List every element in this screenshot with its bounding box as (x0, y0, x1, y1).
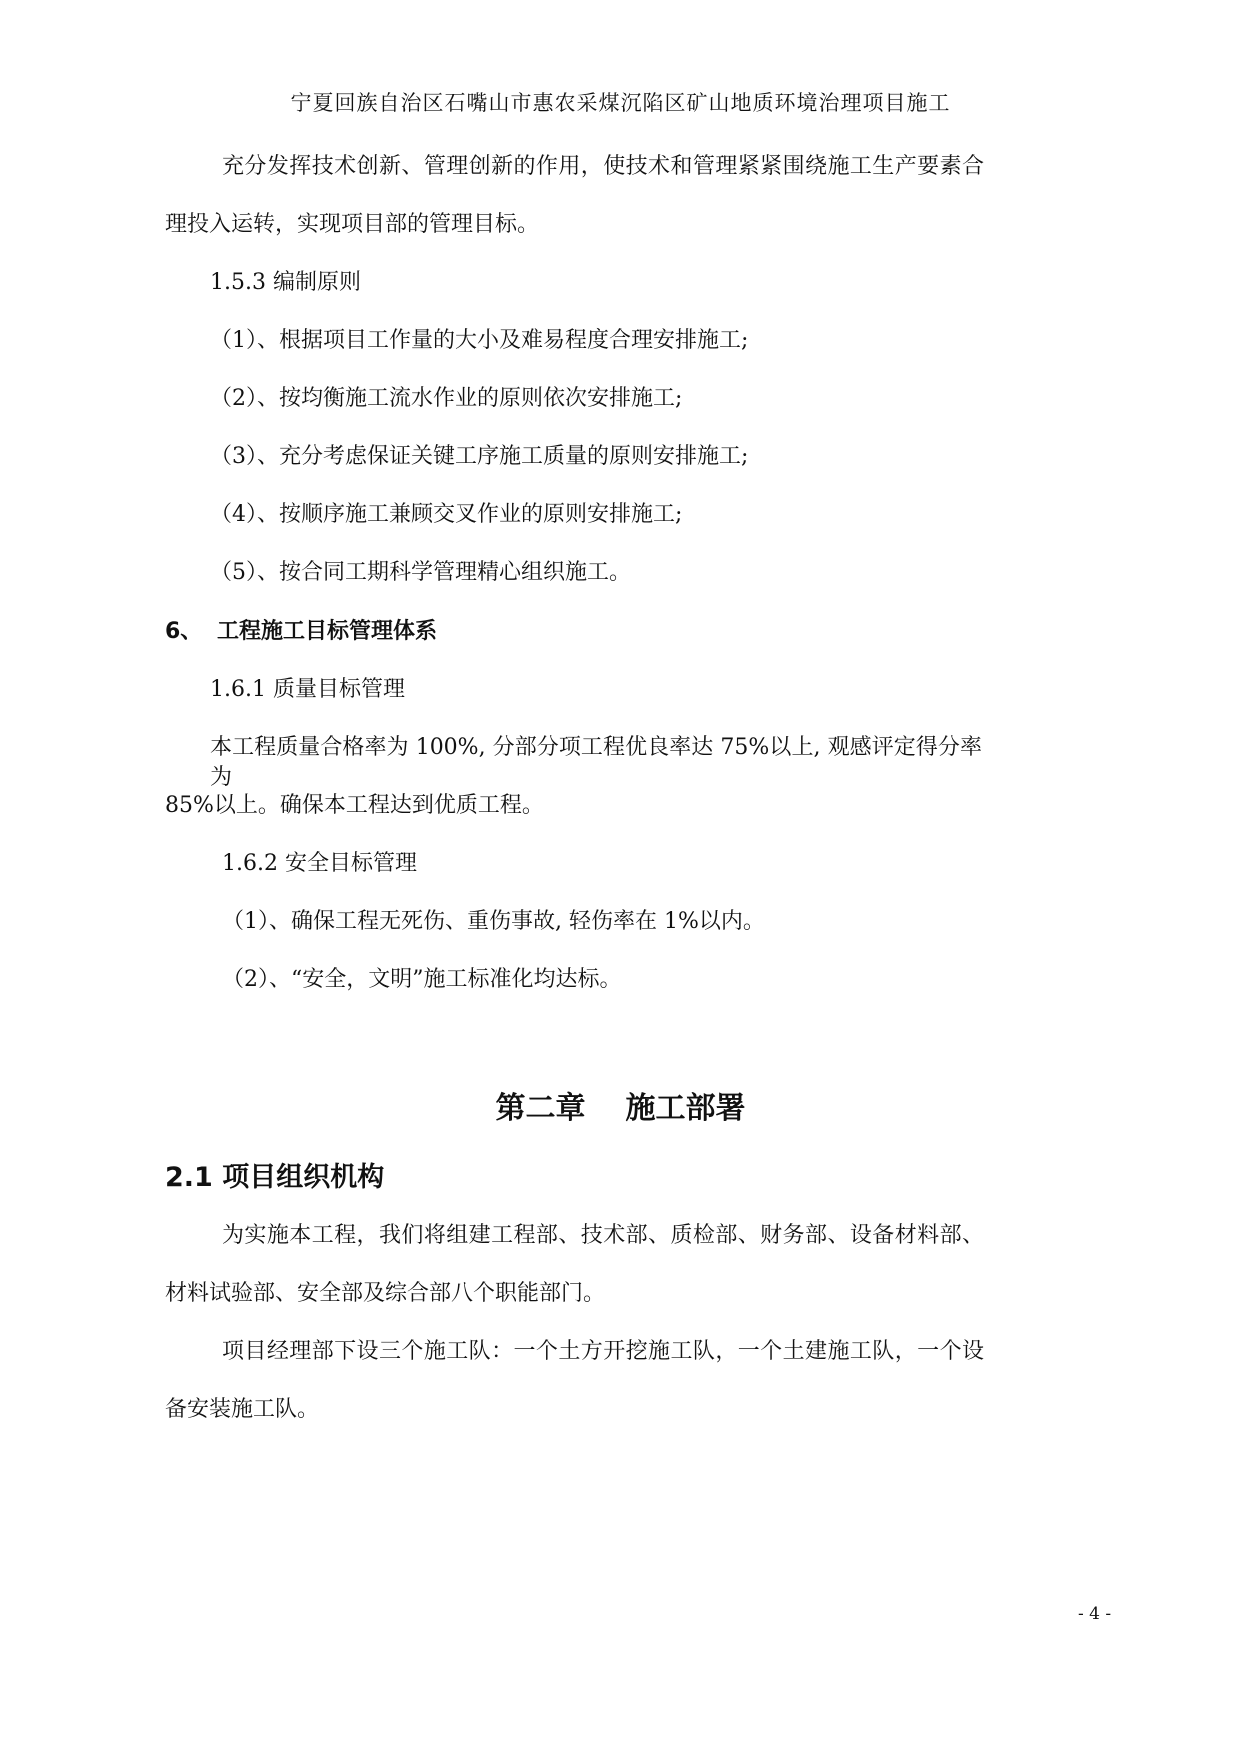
principle-item-3: （3）、充分考虑保证关键工序施工质量的原则安排施工; (210, 444, 749, 469)
intro-line-2: 理投入运转，实现项目部的管理目标。 (165, 212, 540, 237)
org-para1-line-1: 为实施本工程，我们将组建工程部、技术部、质检部、财务部、设备材料部、 (222, 1223, 984, 1248)
org-para1-line-2: 材料试验部、安全部及综合部八个职能部门。 (165, 1281, 606, 1306)
chapter-heading (0, 1089, 1241, 1129)
section-2-1-heading: 2.1 项目组织机构 (165, 1162, 385, 1193)
principle-item-2: （2）、按均衡施工流水作业的原则依次安排施工; (210, 386, 683, 411)
org-para2-line-2: 备安装施工队。 (165, 1397, 320, 1422)
org-para2-line-1: 项目经理部下设三个施工队：一个土方开挖施工队，一个土建施工队，一个设 (222, 1339, 984, 1364)
intro-line-1: 充分发挥技术创新、管理创新的作用，使技术和管理紧紧围绕施工生产要素合 (222, 154, 984, 179)
principle-item-1: （1）、根据项目工作量的大小及难易程度合理安排施工; (210, 328, 749, 353)
section-6-heading (165, 617, 565, 647)
safety-heading: 1.6.2 安全目标管理 (222, 851, 417, 876)
page-header: 宁夏回族自治区石嘴山市惠农采煤沉陷区矿山地质环境治理项目施工 (290, 91, 951, 115)
principle-item-5: （5）、按合同工期科学管理精心组织施工。 (210, 560, 631, 585)
section-6-title: 工程施工目标管理体系 (217, 619, 438, 644)
section-6-number: 6、 (165, 619, 203, 644)
quality-heading: 1.6.1 质量目标管理 (210, 677, 405, 702)
chapter-title: 施工部署 (625, 1091, 746, 1126)
principles-heading: 1.5.3 编制原则 (210, 270, 361, 295)
safety-item-2: （2）、“安全，文明”施工标准化均达标。 (222, 967, 622, 992)
chapter-number: 第二章 (495, 1091, 586, 1126)
safety-item-1: （1）、确保工程无死伤、重伤事故, 轻伤率在 1%以内。 (222, 909, 765, 934)
principle-item-4: （4）、按顺序施工兼顾交叉作业的原则安排施工; (210, 502, 683, 527)
quality-line-2: 85%以上。确保本工程达到优质工程。 (165, 793, 544, 818)
page-number: - 4 - (1078, 1604, 1112, 1624)
quality-line-1: 本工程质量合格率为 100%, 分部分项工程优良率达 75%以上, 观感评定得分率为 (210, 735, 982, 790)
